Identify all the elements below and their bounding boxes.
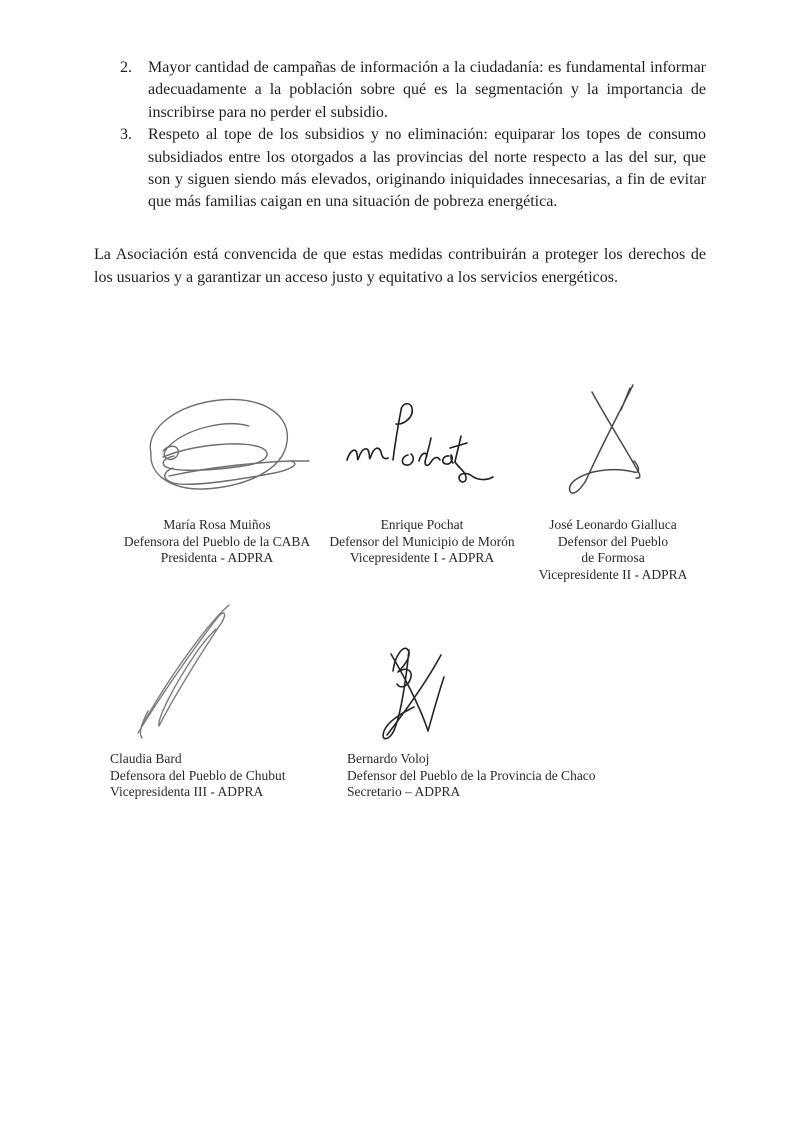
signature-pochat (338, 398, 498, 486)
numbered-list (120, 57, 706, 214)
signer-block-voloj (347, 751, 667, 801)
signer-role: de Formosa (581, 550, 645, 565)
signer-role: Defensora del Pueblo de la CABA (123, 533, 311, 549)
list-item-3 (120, 124, 706, 214)
list-item-2 (120, 57, 706, 124)
signature-bard (131, 592, 241, 742)
list-item-number: 2. (120, 59, 132, 76)
signer-role: Defensora del Pueblo de Chubut (110, 767, 286, 783)
list-item-text: Respeto al tope de los subsidios y no eliminación: equiparar los topes de consumo subsidiados entre los otorgados a las provincias del norte respecto a las del sur, que son y siguen siendo más elevados, originando iniquidades innecesarias, a fin de evitar que más familias caigan en una situación de pobreza energética. (148, 126, 706, 211)
signer-role: Defensor del Pueblo de la Provincia de Chaco (347, 767, 596, 783)
signer-block-gialluca (523, 517, 703, 583)
signer-role: Vicepresidente II - ADPRA (538, 566, 688, 582)
signature-voloj (362, 627, 462, 751)
signer-role: Presidenta - ADPRA (160, 550, 274, 565)
list-item-text: Mayor cantidad de campañas de información a la ciudadanía: es fundamental informar adecuadamente a la población sobre qué es la segmentación y la importancia de inscribirse para no perder el subsidio. (148, 59, 706, 121)
list-item-number: 3. (120, 126, 132, 144)
signer-name: Claudia Bard (110, 751, 182, 766)
signer-name: José Leonardo Gialluca (549, 517, 677, 532)
closing-paragraph: La Asociación está convencida de que estas medidas contribuirán a proteger los derechos de los usuarios y a garantizar un acceso justo y equitativo a los servicios energéticos. (94, 246, 706, 286)
signer-name: Bernardo Voloj (347, 751, 430, 766)
signer-role: Vicepresidente I - ADPRA (349, 550, 495, 565)
signature-muinos (133, 389, 313, 499)
signer-name: María Rosa Muiños (163, 517, 271, 532)
signer-block-muinos (108, 517, 326, 567)
signer-role: Defensor del Pueblo (557, 533, 669, 549)
signer-name: Enrique Pochat (380, 517, 464, 532)
signer-block-pochat (318, 517, 526, 567)
signer-role: Secretario – ADPRA (347, 784, 461, 799)
signer-role: Vicepresidenta III - ADPRA (110, 784, 264, 799)
signature-gialluca (566, 379, 666, 504)
signer-role: Defensor del Municipio de Morón (329, 533, 515, 549)
